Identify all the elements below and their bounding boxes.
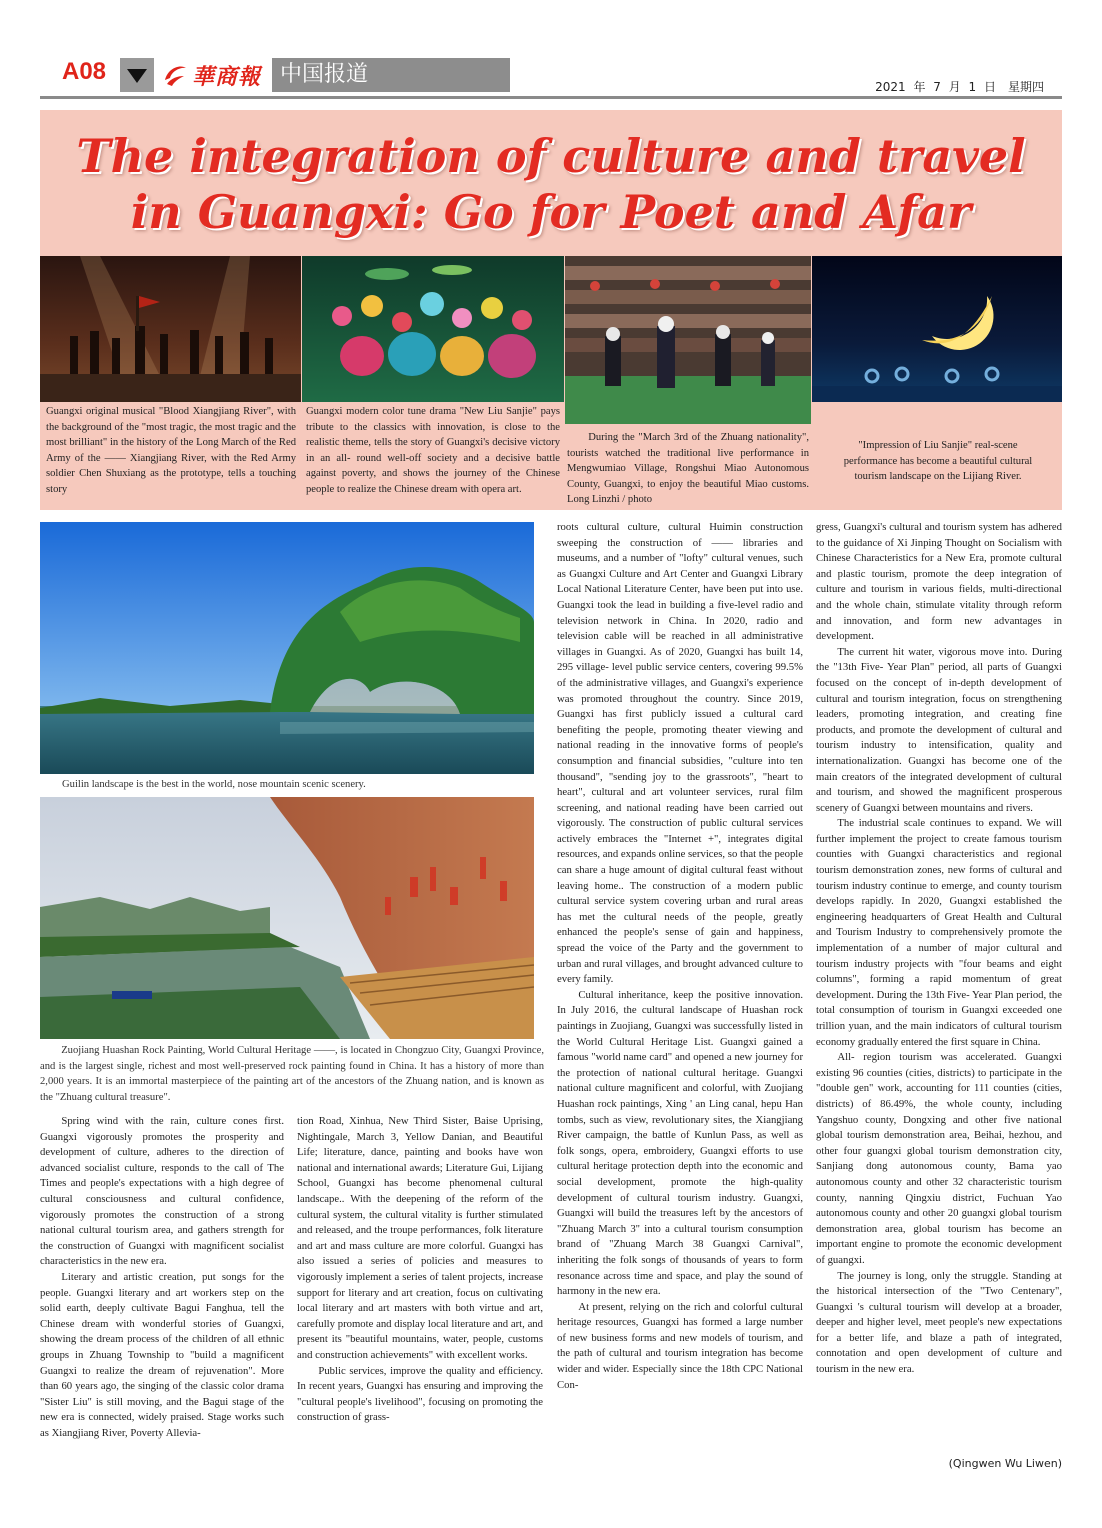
article-paragraph: roots cultural culture, cultural Huimin construction sweeping the construction of —— libraries and museums, and a number of "lofty" cultural venues, such as Guangxi Culture and Art Center and Guangxi Library Local National Literature Center, have been put into use. Guangxi took the lead in building a five-level radio and television network in China. In 2020, radio and television cable will be reached in all administrative villages in Guangxi. As of 2020, Guangxi has built 14, 295 village- level public service centers, covering 99.5% of the administrative villages, and Guangxi's experience was promoted throughout the country. Since 2019, Guangxi has first publicly issued a cultural card benefiting the people, promoting theater viewing and national reading in the innovative forms of people's consumption and financial subsidies, "culture into ten thousand", "sending joy to the grassroots", "heart to heart", cultural and art volunteer services, rural film screening, and national reading have been carried out vigorously. The construction of public cultural services actively embraces the "Internet +", integrates digital resources, and expands online services, so that the people can share a huge amount of digital cultural feast without leaving home.. The construction of a modern public cultural service system covering urban and rural areas has met the cultural needs of the people, greatly enhanced the people's sense of gain and happiness, spread the voice of the Party and the government to urban and rural villages, and brought advanced culture to every family.: [557, 521, 803, 986]
photo-strip: [40, 256, 1062, 510]
article-paragraph: The industrial scale continues to expand. We will further implement the project to create famous tourism counties with Guangxi characteristics and regional tourism demonstration zones, new forms of cultural and tourism industry continue to emerge, and county tourism develops rapidly. In 2020, Guangxi established the engineering headquarters of Great Health and Cultural and Tourism Industry to comprehensively promote the implementation of a number of major cultural and tourism industry projects with "four beams and eight columns", forming a rapid momentum of great development. During the 13th Five- Year Plan period, the total consumption of tourism in Guangxi exceeded one trillion yuan, and the main indicators of cultural tourism economy gradually entered the first square in China.: [816, 817, 1062, 1048]
headline-line-2: in Guangxi: Go for Poet and Afar: [130, 185, 972, 239]
section-title: 中国报道: [272, 58, 510, 92]
article-paragraph: Cultural inheritance, keep the positive innovation. In July 2016, the cultural landscape of Huashan rock paintings in Zuojiang, Guangxi was successfully listed in the World Cultural Heritage List. Guangxi gained a famous "world name card" and opened a new journey for the protection of national cultural heritage. Guangxi national culture magnificent and colorful, with Zuojiang Huashan rock paintings, Xing ' an Ling canal, hepu Han tombs, such as view, revolutionary sites, the Xiangjiang River campaign, the battle of Kunlun Pass, as well as folk songs, opera, embroidery, Guangxi efforts to use cultural heritage protection depth into the economic and social development, promote the high-quality development of cultural tourism industry. Guangxi, Guangxi will build the treasures left by the ancestors of "Zhuang March 3" into a cultural tourism consumption brand of "Zhuang March 38 Guangxi Carnival", inheriting the folk songs of thousands of years to form resonance across time and space, and play the sound of harmony in the new era.: [557, 988, 803, 1298]
article-paragraph: Public services, improve the quality and efficiency. In recent years, Guangxi has ensuring and improving the "cultural people's livelihood", focusing on promoting the construction of grass-: [297, 1364, 543, 1424]
triangle-down-icon: [127, 69, 147, 83]
musical-stage-photo: [40, 256, 301, 402]
section-marker: [120, 58, 154, 92]
issue-date: 2021 年 7 月 1 日 星期四: [875, 80, 1044, 94]
headline: [40, 128, 1062, 240]
logo-text: 華商報: [192, 63, 262, 90]
huashan-rock-painting-photo: [40, 797, 534, 1039]
photo-caption: During the "March 3rd of the Zhuang nationality", tourists watched the traditional live performance in Mengwumiao Village, Rongshui Miao Autonomous County, Guangxi, to enjoy the beautiful Miao customs. Long Linzhi / photo: [567, 432, 809, 506]
article-paragraph: All- region tourism was accelerated. Guangxi existing 96 counties (cities, districts) to participate in the "double gen" work, accounting for 111 counties (cities, districts) of 86.49%, the whole county, including Yangshuo county, Dongxing and other five national global tourism demonstration area, Beihai, hezhou, and other four guangxi global tourism demonstration city, Sanjiang dong autonomous county, Bama yao autonomous county and other 32 characteristic tourism county, nanning Qingxiu district, Fuchuan Yao autonomous county and other 20 guangxi global tourism demonstration area, global tourism has become an important engine to promote the economic development of guangxi.: [816, 1051, 1062, 1266]
photo-caption: Guangxi modern color tune drama "New Liu Sanjie" pays tribute to the classics with innovation, is close to the realistic theme, tells the story of Guangxi's decisive victory in an all- round well-off society and a decisive battle against poverty, and shows the journey of the Chinese people to realize the Chinese dream with opera art.: [306, 406, 560, 495]
photo-tile-miao: [565, 256, 811, 510]
guilin-photo-caption: Guilin landscape is the best in the world, nose mountain scenic scenery.: [62, 779, 366, 790]
byline: (Qingwen Wu Liwen): [948, 1457, 1062, 1470]
liu-sanjie-night-photo: [812, 256, 1062, 402]
guilin-landscape-photo: [40, 522, 534, 774]
photo-tile-impression: [812, 256, 1062, 510]
article-paragraph: gress, Guangxi's cultural and tourism system has adhered to the guidance of Xi Jinping Thought on Socialism with Chinese Characteristics for a New Era, promote cultural and plastic tourism, promote the deep integration of culture and tourism in various fields, multi-directional and the whole chain, stimulate vitality through reform and innovation, and form new advantages in development.: [816, 521, 1062, 643]
article-column-2: [297, 1114, 543, 1426]
huashan-photo-caption: Zuojiang Huashan Rock Painting, World Cultural Heritage ——, is located in Chongzuo City, Guangxi Province, and is the largest single, richest and most well-preserved rock painting found in China. It has a history of more than 2,000 years. It is an immortal masterpiece of the painting art of the ancestors of the Zhuang nation, and is known as the "Zhuang cultural treasure".: [40, 1045, 544, 1103]
newspaper-logo: [162, 58, 270, 92]
article-paragraph: The journey is long, only the struggle. Standing at the historical intersection of the "Two Centenary", Guangxi 's cultural tourism will develop at a broader, deeper and higher level, meet people's new expectations for a better life, and blaze a path of integrated, connotation and open development of culture and tourism in the new era.: [816, 1269, 1062, 1376]
headline-band: [40, 110, 1062, 510]
article-column-4: [816, 520, 1062, 1378]
masthead-rule: [40, 96, 1062, 99]
article-paragraph: tion Road, Xinhua, New Third Sister, Baise Uprising, Nightingale, March 3, Yellow Danian, and Beautiful Life; literature, dance, painting and books have won national and international awards; Literature Gui, Lijiang School, Guangxi has become phenomenal cultural landscape.. With the deepening of the reform of the cultural system, the cultural vitality is further stimulated and released, and the troupe performances, folk literature and art and mass culture are more colorful. Guangxi has also issued a series of policies and measures to vigorously implement a series of talent projects, increase support for literary and art creation, focus on cultivating local literary and art masters with both virtue and art, carefully promote and display local literature and art, and present its "beautiful mountains, water, people, customs and construction achievements" with excellent works.: [297, 1115, 543, 1361]
opera-dancers-photo: [302, 256, 564, 402]
article-paragraph: The current hit water, vigorous move into. During the "13th Five- Year Plan" period, all parts of Guangxi focused on the concept of in-depth development of cultural and tourism integration, focus on strengthening leaders, promoting integration, and creating fine products, and promote the development of cultural and tourism industry to intensification, quality and internationalization. Guangxi has become one of the main creators of the integrated development of cultural and tourism, and showed the magnificent prosperous scenery of Guangxi between mountains and rivers.: [816, 645, 1062, 814]
miao-performance-photo: [565, 256, 811, 424]
page-number: A08: [62, 58, 107, 85]
masthead: [40, 56, 1062, 94]
article-column-3: [557, 520, 803, 1393]
photo-tile-opera: [302, 256, 564, 510]
article-paragraph: Literary and artistic creation, put songs for the people. Guangxi literary and art workers step on the solid earth, deeply cultivate Bagui Fanghua, tell the Chinese dream with wonderful stories of Guangxi, showing the dream process of the children of all ethnic groups in Zhuang Township to "build a magnificent Guangxi to realize the dream of rejuvenation". More than 60 years ago, the singing of the classic color drama "Sister Liu" is still moving, and the Bagui stage of the new era is connected, widely praised. Stage works such as Xiangjiang River, Poverty Allevia-: [40, 1270, 284, 1439]
article-column-1: [40, 1114, 284, 1441]
logo-swirl-icon: [162, 62, 188, 88]
headline-line-1: The integration of culture and travel: [76, 129, 1026, 183]
photo-caption: Guangxi original musical "Blood Xiangjiang River", with the background of the "most tragic, the most tragic and the most brilliant" in the history of the Long March of the Red Army of the —— Xiangjiang River, with the Red Army soldier Chen Shuxiang as the prototype, tells a touching story: [46, 406, 296, 495]
article-paragraph: At present, relying on the rich and colorful cultural heritage resources, Guangxi has formed a large number of new business forms and new models of tourism, and the path of cultural and tourism integration has become wider and wider. Especially since the 18th CPC National Con-: [557, 1300, 803, 1391]
article-paragraph: Spring wind with the rain, culture cones first. Guangxi vigorously promotes the prosperity and development of culture, adheres to the direction of advanced socialist culture, responds to the call of The Times and people's expectations with a high degree of cultural consciousness and cultural confidence, vigorously promotes the construction of a strong national cultural tourism area, and gathers strength for the construction of Guangxi with magnificent socialist characteristics in the new era.: [40, 1115, 284, 1268]
photo-tile-musical: [40, 256, 301, 510]
photo-caption: "Impression of Liu Sanjie" real-scene performance has become a beautiful cultural tourism landscape on the Lijiang River.: [843, 440, 1033, 483]
